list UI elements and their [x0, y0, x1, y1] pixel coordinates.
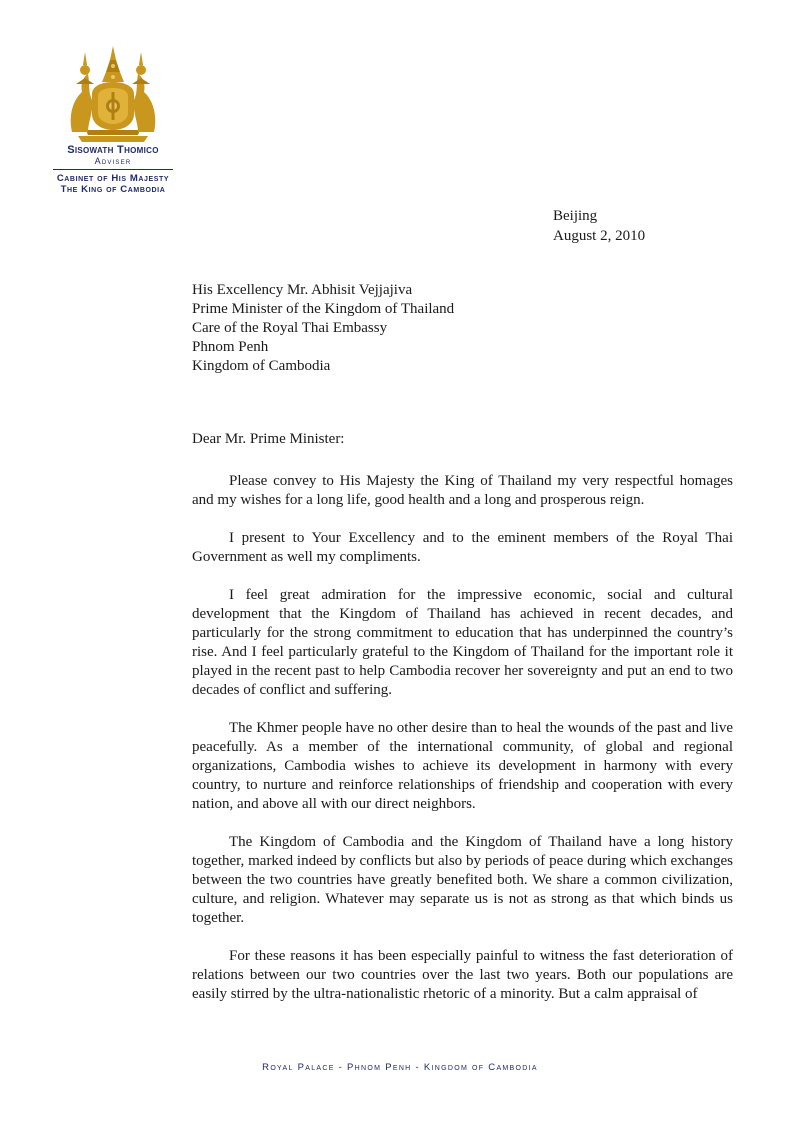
royal-arms-of-cambodia-icon: [58, 44, 168, 144]
recipient-address: [192, 281, 454, 376]
recipient-line: Care of the Royal Thai Embassy: [192, 320, 388, 336]
body-paragraph: Please convey to His Majesty the King of Thailand my very respectful homages and my wishes for a long life, good health and a long and prosperous reign.: [192, 473, 733, 508]
body-paragraph: The Kingdom of Cambodia and the Kingdom of Thailand have a long history together, marked indeed by conflicts but also by periods of peace during which exchanges between the two countries have greatly benefited both. We share a common civilization, culture, and religion. Whatever may separate us is not as strong as that which binds us together.: [192, 834, 733, 926]
body-paragraph: For these reasons it has been especially painful to witness the fast deterioration of relations between our two countries over the last two years. Both our populations are easily stirred by the ultra-nationalistic rhetoric of a minority. But a calm appraisal of: [192, 948, 733, 1002]
body-paragraph: I feel great admiration for the impressive economic, social and cultural development that the Kingdom of Thailand has achieved in recent decades, and particularly for the strong commitment to education that has underpinned the country’s rise. And I feel particularly grateful to the Kingdom of Thailand for the important role it played in the recent past to help Cambodia recover her sovereignty and put an end to two decades of conflict and suffering.: [192, 587, 733, 698]
body-paragraph: The Khmer people have no other desire than to heal the wounds of the past and live peacefully. As a member of the international community, of global and regional organizations, Cambodia wishes to achieve its development in harmony with every country, to nurture and reinforce relationships of friendship and cooperation with every nation, and above all with our direct neighbors.: [192, 720, 733, 812]
salutation: Dear Mr. Prime Minister:: [192, 431, 345, 447]
recipient-line: Kingdom of Cambodia: [192, 358, 331, 374]
letterhead: [30, 44, 196, 195]
dateline: [553, 206, 645, 246]
letterhead-divider: [53, 169, 173, 170]
cabinet-line-1: Cabinet of His Majesty: [56, 173, 170, 184]
page-footer: Royal Palace - Phnom Penh - Kingdom of Cambodia: [262, 1062, 538, 1073]
recipient-line: Phnom Penh: [192, 339, 269, 355]
adviser-name: Sisowath Thomico: [67, 144, 159, 156]
cabinet-line-2: The King of Cambodia: [60, 184, 166, 195]
body-paragraph: I present to Your Excellency and to the eminent members of the Royal Thai Government as well my compliments.: [192, 530, 733, 565]
dateline-date: August 2, 2010: [553, 228, 646, 244]
letter-body: [192, 472, 733, 1023]
dateline-place: Beijing: [553, 208, 598, 224]
adviser-title: Adviser: [94, 156, 132, 166]
recipient-line: Prime Minister of the Kingdom of Thailand: [192, 301, 455, 317]
recipient-line: His Excellency Mr. Abhisit Vejjajiva: [192, 282, 413, 298]
